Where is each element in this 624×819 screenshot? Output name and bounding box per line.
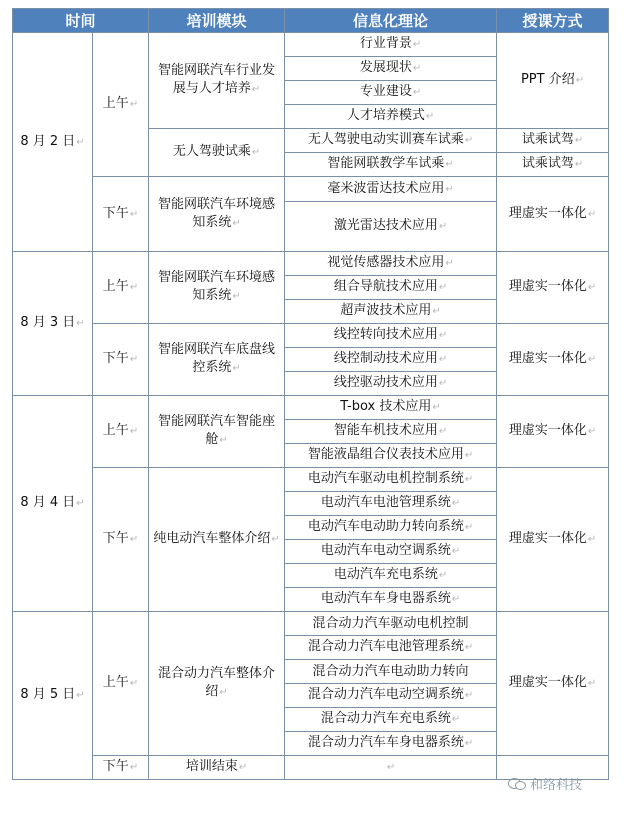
period-label: 上午 ↵ — [103, 675, 138, 690]
period-cell — [93, 177, 149, 252]
period-label: 上午 ↵ — [103, 423, 138, 438]
topic-cell — [285, 81, 497, 105]
method-cell — [497, 129, 609, 153]
training-schedule-table — [12, 8, 609, 780]
day-cell — [13, 33, 93, 252]
period-cell — [93, 756, 149, 780]
table-row — [13, 252, 609, 276]
method-label: PPT 介绍 ↵ — [521, 72, 584, 87]
module-cell — [149, 612, 285, 756]
method-cell — [497, 324, 609, 396]
topic-cell — [285, 33, 497, 57]
topic-label — [386, 759, 395, 774]
topic-cell — [285, 372, 497, 396]
topic-cell — [285, 516, 497, 540]
module-label: 智能网联汽车环境感知系统 ↵ — [153, 269, 280, 306]
topic-cell — [285, 468, 497, 492]
module-cell — [149, 33, 285, 129]
topic-label: T-box 技术应用 ↵ — [340, 399, 440, 414]
topic-cell — [285, 564, 497, 588]
day-label: 8 月 4 日 ↵ — [20, 495, 84, 510]
topic-cell — [285, 588, 497, 612]
topic-label: 混合动力汽车车身电器系统 ↵ — [308, 735, 473, 750]
period-cell — [93, 396, 149, 468]
topic-label: 超声波技术应用 ↵ — [340, 303, 440, 318]
method-cell — [497, 177, 609, 252]
topic-label: 混合动力汽车驱动电机控制 — [312, 615, 469, 631]
topic-cell — [285, 660, 497, 684]
topic-label: 电动汽车驱动电机控制系统 ↵ — [308, 471, 473, 486]
topic-cell — [285, 492, 497, 516]
topic-cell — [285, 540, 497, 564]
method-cell — [497, 252, 609, 324]
period-label: 下午 ↵ — [103, 351, 138, 366]
day-label: 8 月 3 日 ↵ — [20, 315, 84, 330]
method-label: 理虚实一体化 ↵ — [509, 351, 596, 366]
module-cell — [149, 468, 285, 612]
module-cell — [149, 177, 285, 252]
topic-cell — [285, 708, 497, 732]
topic-label: 智能车机技术应用 ↵ — [334, 423, 447, 438]
topic-label: 混合动力汽车电动助力转向 — [312, 663, 469, 679]
module-cell — [149, 396, 285, 468]
topic-label: 电动汽车电动助力转向系统 ↵ — [308, 519, 473, 534]
period-label: 上午 ↵ — [103, 96, 138, 111]
method-label: 理虚实一体化 ↵ — [509, 423, 596, 438]
topic-label: 组合导航技术应用 ↵ — [334, 279, 447, 294]
topic-label: 线控驱动技术应用 ↵ — [334, 375, 447, 390]
table-row — [13, 324, 609, 348]
day-cell — [13, 612, 93, 780]
watermark — [508, 774, 582, 793]
topic-cell — [285, 756, 497, 780]
topic-label: 电动汽车电动空调系统 ↵ — [321, 543, 460, 558]
module-label: 纯电动汽车整体介绍 ↵ — [153, 530, 280, 549]
topic-cell — [285, 684, 497, 708]
method-cell — [497, 153, 609, 177]
module-cell — [149, 324, 285, 396]
topic-cell — [285, 612, 497, 636]
module-label: 智能网联汽车行业发展与人才培养 ↵ — [153, 62, 280, 99]
method-label: 理虚实一体化 ↵ — [509, 675, 596, 690]
method-cell — [497, 33, 609, 129]
module-cell — [149, 756, 285, 780]
day-cell — [13, 396, 93, 612]
topic-label: 发展现状 ↵ — [360, 60, 421, 75]
topic-cell — [285, 129, 497, 153]
method-cell — [497, 468, 609, 612]
topic-label: 混合动力汽车电池管理系统 ↵ — [308, 639, 473, 654]
topic-cell — [285, 105, 497, 129]
topic-label: 激光雷达技术应用 ↵ — [334, 218, 447, 233]
topic-cell — [285, 300, 497, 324]
topic-label: 线控转向技术应用 ↵ — [334, 327, 447, 342]
topic-cell — [285, 444, 497, 468]
method-label: 试乘试驾 ↵ — [522, 132, 583, 147]
topic-label: 电动汽车电池管理系统 ↵ — [321, 495, 460, 510]
period-cell — [93, 612, 149, 756]
topic-cell — [285, 348, 497, 372]
topic-label: 视觉传感器技术应用 ↵ — [327, 255, 453, 270]
module-label: 无人驾驶试乘 ↵ — [153, 143, 280, 162]
watermark-label: 和络科技 — [530, 778, 583, 793]
topic-cell — [285, 57, 497, 81]
wechat-icon — [508, 777, 526, 791]
topic-cell — [285, 153, 497, 177]
day-label: 8 月 5 日 ↵ — [20, 687, 84, 702]
header-method: 授课方式 — [497, 9, 609, 33]
topic-label: 毫米波雷达技术应用 ↵ — [327, 181, 453, 196]
period-label: 下午 ↵ — [103, 531, 138, 546]
topic-label: 专业建设 ↵ — [360, 84, 421, 99]
topic-cell — [285, 396, 497, 420]
table-row — [13, 177, 609, 202]
topic-cell — [285, 732, 497, 756]
topic-label: 混合动力汽车充电系统 ↵ — [321, 711, 460, 726]
topic-cell — [285, 420, 497, 444]
module-cell — [149, 252, 285, 324]
topic-label: 智能网联教学车试乘 ↵ — [327, 156, 453, 171]
module-label: 智能网联汽车环境感知系统 ↵ — [153, 196, 280, 233]
method-cell — [497, 612, 609, 756]
topic-label: 混合动力汽车电动空调系统 ↵ — [308, 687, 473, 702]
topic-label: 电动汽车车身电器系统 ↵ — [321, 591, 460, 606]
header-module: 培训模块 — [149, 9, 285, 33]
period-cell — [93, 33, 149, 177]
period-cell — [93, 324, 149, 396]
module-label: 智能网联汽车智能座舱 ↵ — [153, 413, 280, 450]
topic-cell — [285, 324, 497, 348]
topic-cell — [285, 276, 497, 300]
topic-cell — [285, 252, 497, 276]
topic-cell — [285, 202, 497, 252]
period-label: 下午 ↵ — [103, 759, 138, 774]
table-row — [13, 396, 609, 420]
header-theory: 信息化理论 — [285, 9, 497, 33]
method-cell — [497, 396, 609, 468]
module-label: 培训结束 ↵ — [186, 759, 247, 774]
period-cell — [93, 252, 149, 324]
header-time: 时间 — [13, 9, 149, 33]
table-header-row — [13, 9, 609, 33]
topic-cell — [285, 177, 497, 202]
method-label: 试乘试驾 ↵ — [522, 156, 583, 171]
period-label: 下午 ↵ — [103, 206, 138, 221]
topic-label: 智能液晶组合仪表技术应用 ↵ — [308, 447, 473, 462]
method-label: 理虚实一体化 ↵ — [509, 531, 596, 546]
topic-label: 无人驾驶电动实训赛车试乘 ↵ — [308, 132, 473, 147]
method-label: 理虚实一体化 ↵ — [509, 206, 596, 221]
module-label: 智能网联汽车底盘线控系统 ↵ — [153, 341, 280, 378]
method-label: 理虚实一体化 ↵ — [509, 279, 596, 294]
period-cell — [93, 468, 149, 612]
topic-label: 电动汽车充电系统 ↵ — [334, 567, 447, 582]
table-row — [13, 33, 609, 57]
table-row — [13, 612, 609, 636]
period-label: 上午 ↵ — [103, 279, 138, 294]
module-cell — [149, 129, 285, 177]
topic-label: 行业背景 ↵ — [360, 36, 421, 51]
topic-cell — [285, 636, 497, 660]
topic-label: 人才培养模式 ↵ — [347, 108, 434, 123]
topic-label: 线控制动技术应用 ↵ — [334, 351, 447, 366]
table-row — [13, 468, 609, 492]
day-label: 8 月 2 日 ↵ — [20, 134, 84, 149]
day-cell — [13, 252, 93, 396]
module-label: 混合动力汽车整体介绍 ↵ — [153, 665, 280, 702]
